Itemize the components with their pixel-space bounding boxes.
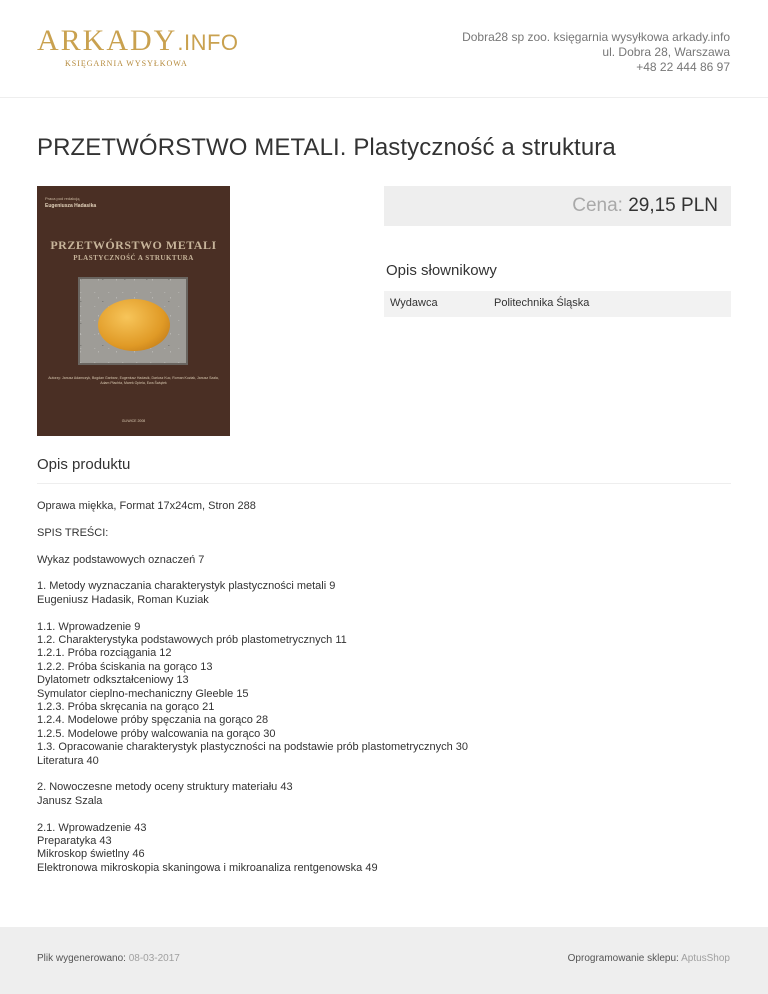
cover-subtitle: PLASTYCZNOŚĆ A STRUKTURA [73, 254, 194, 262]
dictionary-row [384, 291, 731, 317]
chapter-1 [37, 580, 731, 607]
toc-item: 1.2.1. Próba rozciągania 12 [37, 647, 172, 660]
toc-item: 1.2.5. Modelowe próby walcowania na gorąco 30 [37, 727, 276, 740]
description-heading: Opis produktu [37, 456, 131, 473]
shop-name: Dobra28 sp zoo. księgarnia wysyłkowa arkady.info [462, 30, 730, 44]
shop-contact-info [462, 30, 730, 75]
page-footer [0, 927, 768, 994]
toc-item: 1.2.3. Próba skręcania na gorąco 21 [37, 701, 215, 714]
software-label: Oprogramowanie sklepu: [567, 953, 679, 964]
cover-authors: Autorzy: Janusz Adamczyk, Bogdan Garbarz, Eugeniusz Hadasik, Dariusz Kuc, Roman Kuziak, Janusz Szala, Adam Płachta, Marek Opiela, Ewa Świątek [48, 376, 219, 385]
generated-date: 08-03-2017 [128, 953, 180, 964]
dictionary-heading: Opis słownikowy [386, 262, 497, 279]
divider [37, 483, 731, 484]
toc-item: 1.1. Wprowadzenie 9 [37, 620, 141, 633]
software-info [568, 953, 730, 964]
chapter-title: 2. Nowoczesne metody oceny struktury materiału 43 [37, 781, 293, 794]
product-description [37, 500, 731, 889]
cover-illustration [78, 277, 188, 365]
toc-item: Symulator cieplno-mechaniczny Gleeble 15 [37, 687, 249, 700]
toc-heading: SPIS TREŚCI: [37, 526, 109, 539]
chapter-authors: Eugeniusz Hadasik, Roman Kuziak [37, 593, 209, 606]
toc-item: 1.2.4. Modelowe próby spęczania na gorąco 28 [37, 714, 269, 727]
logo-main-text: ARKADY [37, 24, 178, 57]
toc-item: 1.2. Charakterystyka podstawowych prób plastometrycznych 11 [37, 634, 347, 646]
logo-subtitle: KSIĘGARNIA WYSYŁKOWA [65, 59, 188, 68]
cover-editor: Eugeniusza Hadasika [45, 203, 97, 209]
shop-phone: +48 22 444 86 97 [636, 60, 730, 74]
generated-info [37, 953, 180, 964]
software-link[interactable]: AptusShop [681, 953, 730, 964]
cover-edited-by: Praca pod redakcją [45, 196, 80, 201]
notation-entry: Wykaz podstawowych oznaczeń 7 [37, 553, 205, 566]
chapter-1-sections [37, 621, 731, 768]
price-label: Cena: [572, 195, 623, 216]
dictionary-key: Wydawca [390, 297, 438, 309]
generated-label: Plik wygenerowano: [37, 953, 126, 964]
page-header [0, 0, 768, 98]
toc-item: 1.3. Opracowanie charakterystyk plastyczności na podstawie prób plastometrycznych 30 [37, 741, 469, 754]
toc-item: Mikroskop świetlny 46 [37, 848, 145, 861]
cover-publisher: GLIWICE 2008 [121, 419, 146, 423]
chapter-2-sections [37, 822, 731, 876]
product-title: PRZETWÓRSTWO METALI. Plastyczność a struktura [37, 134, 616, 161]
toc-item: Dylatometr odkształceniowy 13 [37, 674, 189, 687]
toc-item: 1.2.2. Próba ściskania na gorąco 13 [37, 660, 213, 673]
chapter-2 [37, 781, 731, 808]
dictionary-value: Politechnika Śląska [494, 297, 590, 309]
shop-address: ul. Dobra 28, Warszawa [602, 45, 730, 59]
logo-suffix-text: .INFO [177, 30, 239, 55]
format-info: Oprawa miękka, Format 17x24cm, Stron 288 [37, 500, 256, 512]
toc-item: Literatura 40 [37, 754, 99, 767]
toc-item: Elektronowa mikroskopia skaningowa i mikroanaliza rentgenowska 49 [37, 861, 378, 874]
toc-item: Preparatyka 43 [37, 835, 112, 848]
cover-metal-blob [98, 299, 170, 351]
book-cover-image [37, 186, 230, 436]
chapter-authors: Janusz Szala [37, 794, 103, 807]
store-logo[interactable] [37, 26, 239, 68]
price [572, 195, 718, 217]
toc-item: 2.1. Wprowadzenie 43 [37, 821, 147, 834]
price-value: 29,15 PLN [628, 195, 718, 216]
price-box [384, 186, 731, 226]
chapter-title: 1. Metody wyznaczania charakterystyk plastyczności metali 9 [37, 580, 336, 593]
cover-title: PRZETWÓRSTWO METALI [50, 238, 217, 252]
